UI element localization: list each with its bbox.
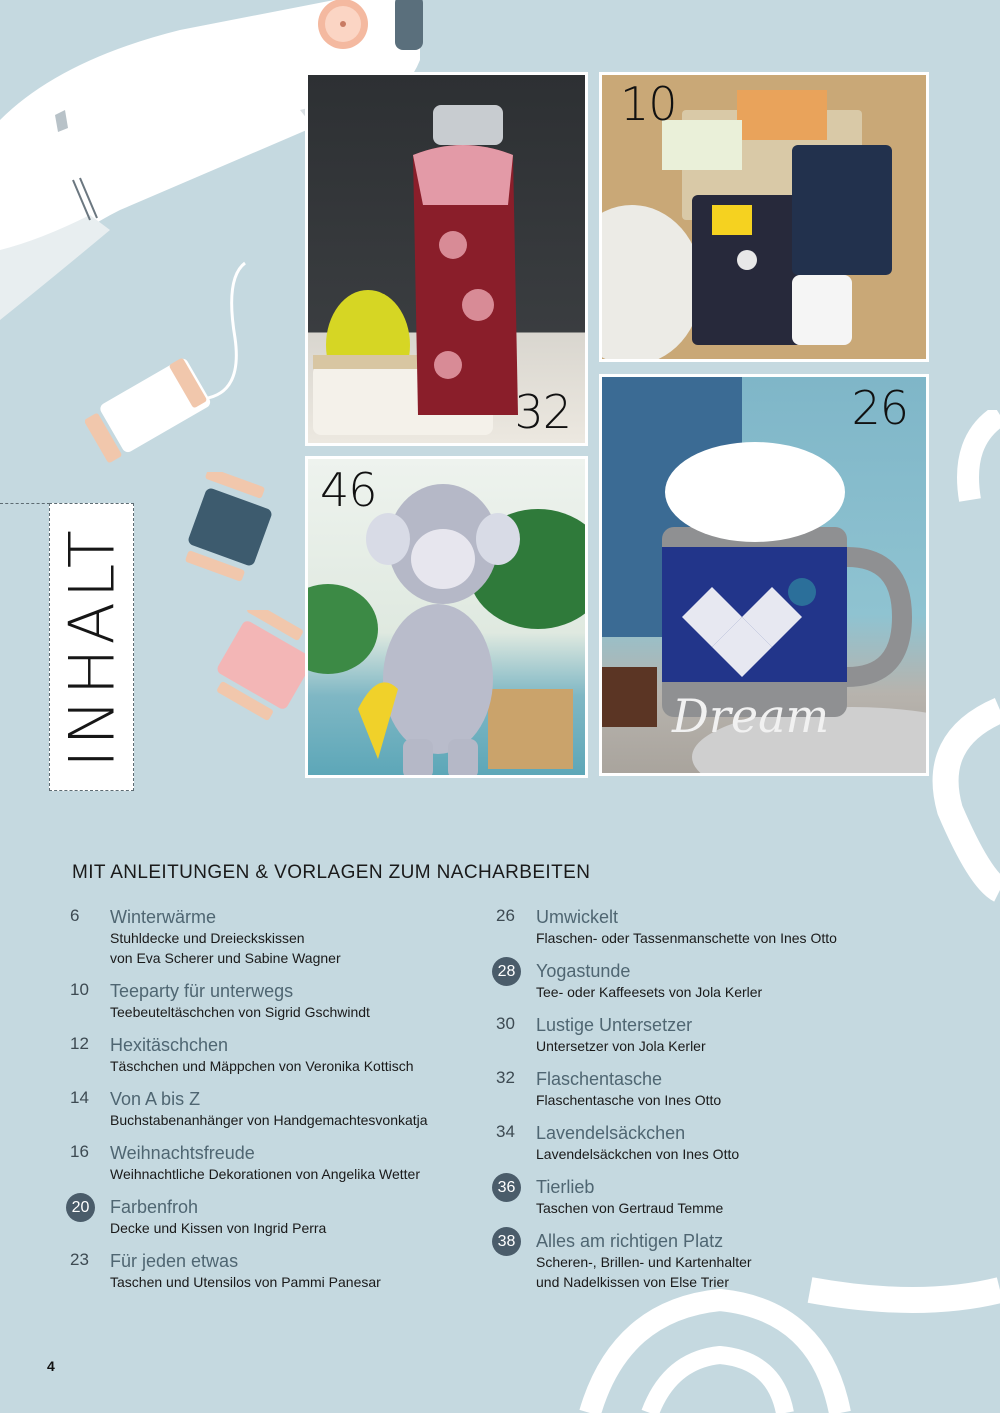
- svg-text:Dream: Dream: [672, 689, 830, 743]
- photo-page-number: 32: [514, 385, 571, 439]
- white-thread-spool-illustration: [85, 258, 265, 468]
- toc-page-number: 26: [496, 906, 515, 925]
- toc-entry-description: Taschen von Gertraud Temme: [536, 1200, 724, 1216]
- photo-tea-bag-pouches: [599, 72, 929, 362]
- toc-entry[interactable]: [488, 1068, 928, 1110]
- photo-cup-sleeve: [599, 374, 929, 776]
- toc-entry[interactable]: [488, 1014, 928, 1056]
- toc-left-column: [62, 906, 482, 1304]
- toc-page-number: 34: [496, 1122, 515, 1141]
- toc-entry-description: Flaschentasche von Ines Otto: [536, 1092, 722, 1108]
- toc-entry[interactable]: [488, 1230, 928, 1292]
- toc-entry-description: und Nadelkissen von Else Trier: [536, 1274, 729, 1290]
- toc-entry[interactable]: [488, 906, 928, 948]
- photo-page-number: 46: [320, 463, 377, 517]
- toc-entry-title: Für jeden etwas: [110, 1251, 239, 1271]
- toc-entry-description: Lavendelsäckchen von Ines Otto: [536, 1146, 740, 1162]
- toc-entry[interactable]: [62, 1088, 482, 1130]
- toc-page-number: 32: [496, 1068, 515, 1087]
- toc-entry-description: Tee- oder Kaffeesets von Jola Kerler: [536, 984, 763, 1000]
- photo-page-number: 10: [620, 77, 677, 131]
- toc-entry-title: Tierlieb: [536, 1177, 595, 1197]
- toc-entry-title: Lustige Untersetzer: [536, 1015, 693, 1035]
- toc-entry-title: Winterwärme: [110, 907, 217, 927]
- toc-page-number: 12: [70, 1034, 89, 1053]
- photo-bottle-bag: [305, 72, 588, 446]
- page-heading: INHALT: [55, 526, 128, 768]
- toc-page-number: 6: [70, 906, 80, 925]
- section-title: MIT ANLEITUNGEN & VORLAGEN ZUM NACHARBEITEN: [72, 862, 591, 883]
- toc-entry-description: von Eva Scherer und Sabine Wagner: [110, 950, 341, 966]
- photo-page-number: 26: [851, 381, 908, 435]
- dashed-divider: [0, 503, 50, 504]
- toc-entry-title: Umwickelt: [536, 907, 619, 927]
- page-number: 4: [47, 1358, 55, 1374]
- toc-entry-title: Teeparty für unterwegs: [110, 981, 294, 1001]
- toc-entry[interactable]: [62, 980, 482, 1022]
- toc-entry-title: Flaschentasche: [536, 1069, 663, 1089]
- cup-sleeve-illustration: [602, 377, 929, 776]
- toc-entry-title: Lavendelsäckchen: [536, 1123, 686, 1143]
- heading-box: [49, 503, 134, 791]
- toc-entry-title: Alles am richtigen Platz: [536, 1231, 724, 1251]
- toc-entry-title: Weihnachtsfreude: [110, 1143, 255, 1163]
- toc-page-number: 16: [70, 1142, 89, 1161]
- toc-entry-description: Teebeuteltäschchen von Sigrid Gschwindt: [110, 1004, 370, 1020]
- toc-page-number: 30: [496, 1014, 515, 1033]
- toc-entry-description: Stuhldecke und Dreieckskissen: [110, 930, 305, 946]
- blue-thread-spool-illustration: [180, 472, 280, 587]
- toc-entry[interactable]: [62, 906, 482, 968]
- toc-entry[interactable]: [62, 1196, 482, 1238]
- toc-entry-title: Von A bis Z: [110, 1089, 201, 1109]
- toc-entry[interactable]: [488, 1122, 928, 1164]
- toc-entry-description: Buchstabenanhänger von Handgemachtesvonkatja: [110, 1112, 428, 1128]
- toc-entry-title: Yogastunde: [536, 961, 631, 981]
- toc-entry-description: Untersetzer von Jola Kerler: [536, 1038, 706, 1054]
- toc-page-number: 10: [70, 980, 89, 999]
- toc-entry-title: Farbenfroh: [110, 1197, 199, 1217]
- toc-entry-description: Täschchen und Mäppchen von Veronika Kottisch: [110, 1058, 414, 1074]
- toc-page-number: 14: [70, 1088, 89, 1107]
- toc-page-badge: 36: [492, 1173, 521, 1202]
- toc-page-badge: 38: [492, 1227, 521, 1256]
- photo-monkey-toy: [305, 456, 588, 778]
- toc-entry[interactable]: [488, 1176, 928, 1218]
- toc-entry[interactable]: [488, 960, 928, 1002]
- toc-entry-description: Weihnachtliche Dekorationen von Angelika Wetter: [110, 1166, 420, 1182]
- toc-entry-description: Flaschen- oder Tassenmanschette von Ines Otto: [536, 930, 837, 946]
- toc-page-number: 23: [70, 1250, 89, 1269]
- toc-entry[interactable]: [62, 1142, 482, 1184]
- toc-entry[interactable]: [62, 1250, 482, 1292]
- toc-page-badge: 28: [492, 957, 521, 986]
- toc-entry-description: Decke und Kissen von Ingrid Perra: [110, 1220, 327, 1236]
- toc-page-badge: 20: [66, 1193, 95, 1222]
- toc-entry[interactable]: [62, 1034, 482, 1076]
- toc-entry-title: Hexitäschchen: [110, 1035, 229, 1055]
- toc-right-column: [488, 906, 928, 1304]
- toc-entry-description: Scheren-, Brillen- und Kartenhalter: [536, 1254, 752, 1270]
- toc-entry-description: Taschen und Utensilos von Pammi Panesar: [110, 1274, 381, 1290]
